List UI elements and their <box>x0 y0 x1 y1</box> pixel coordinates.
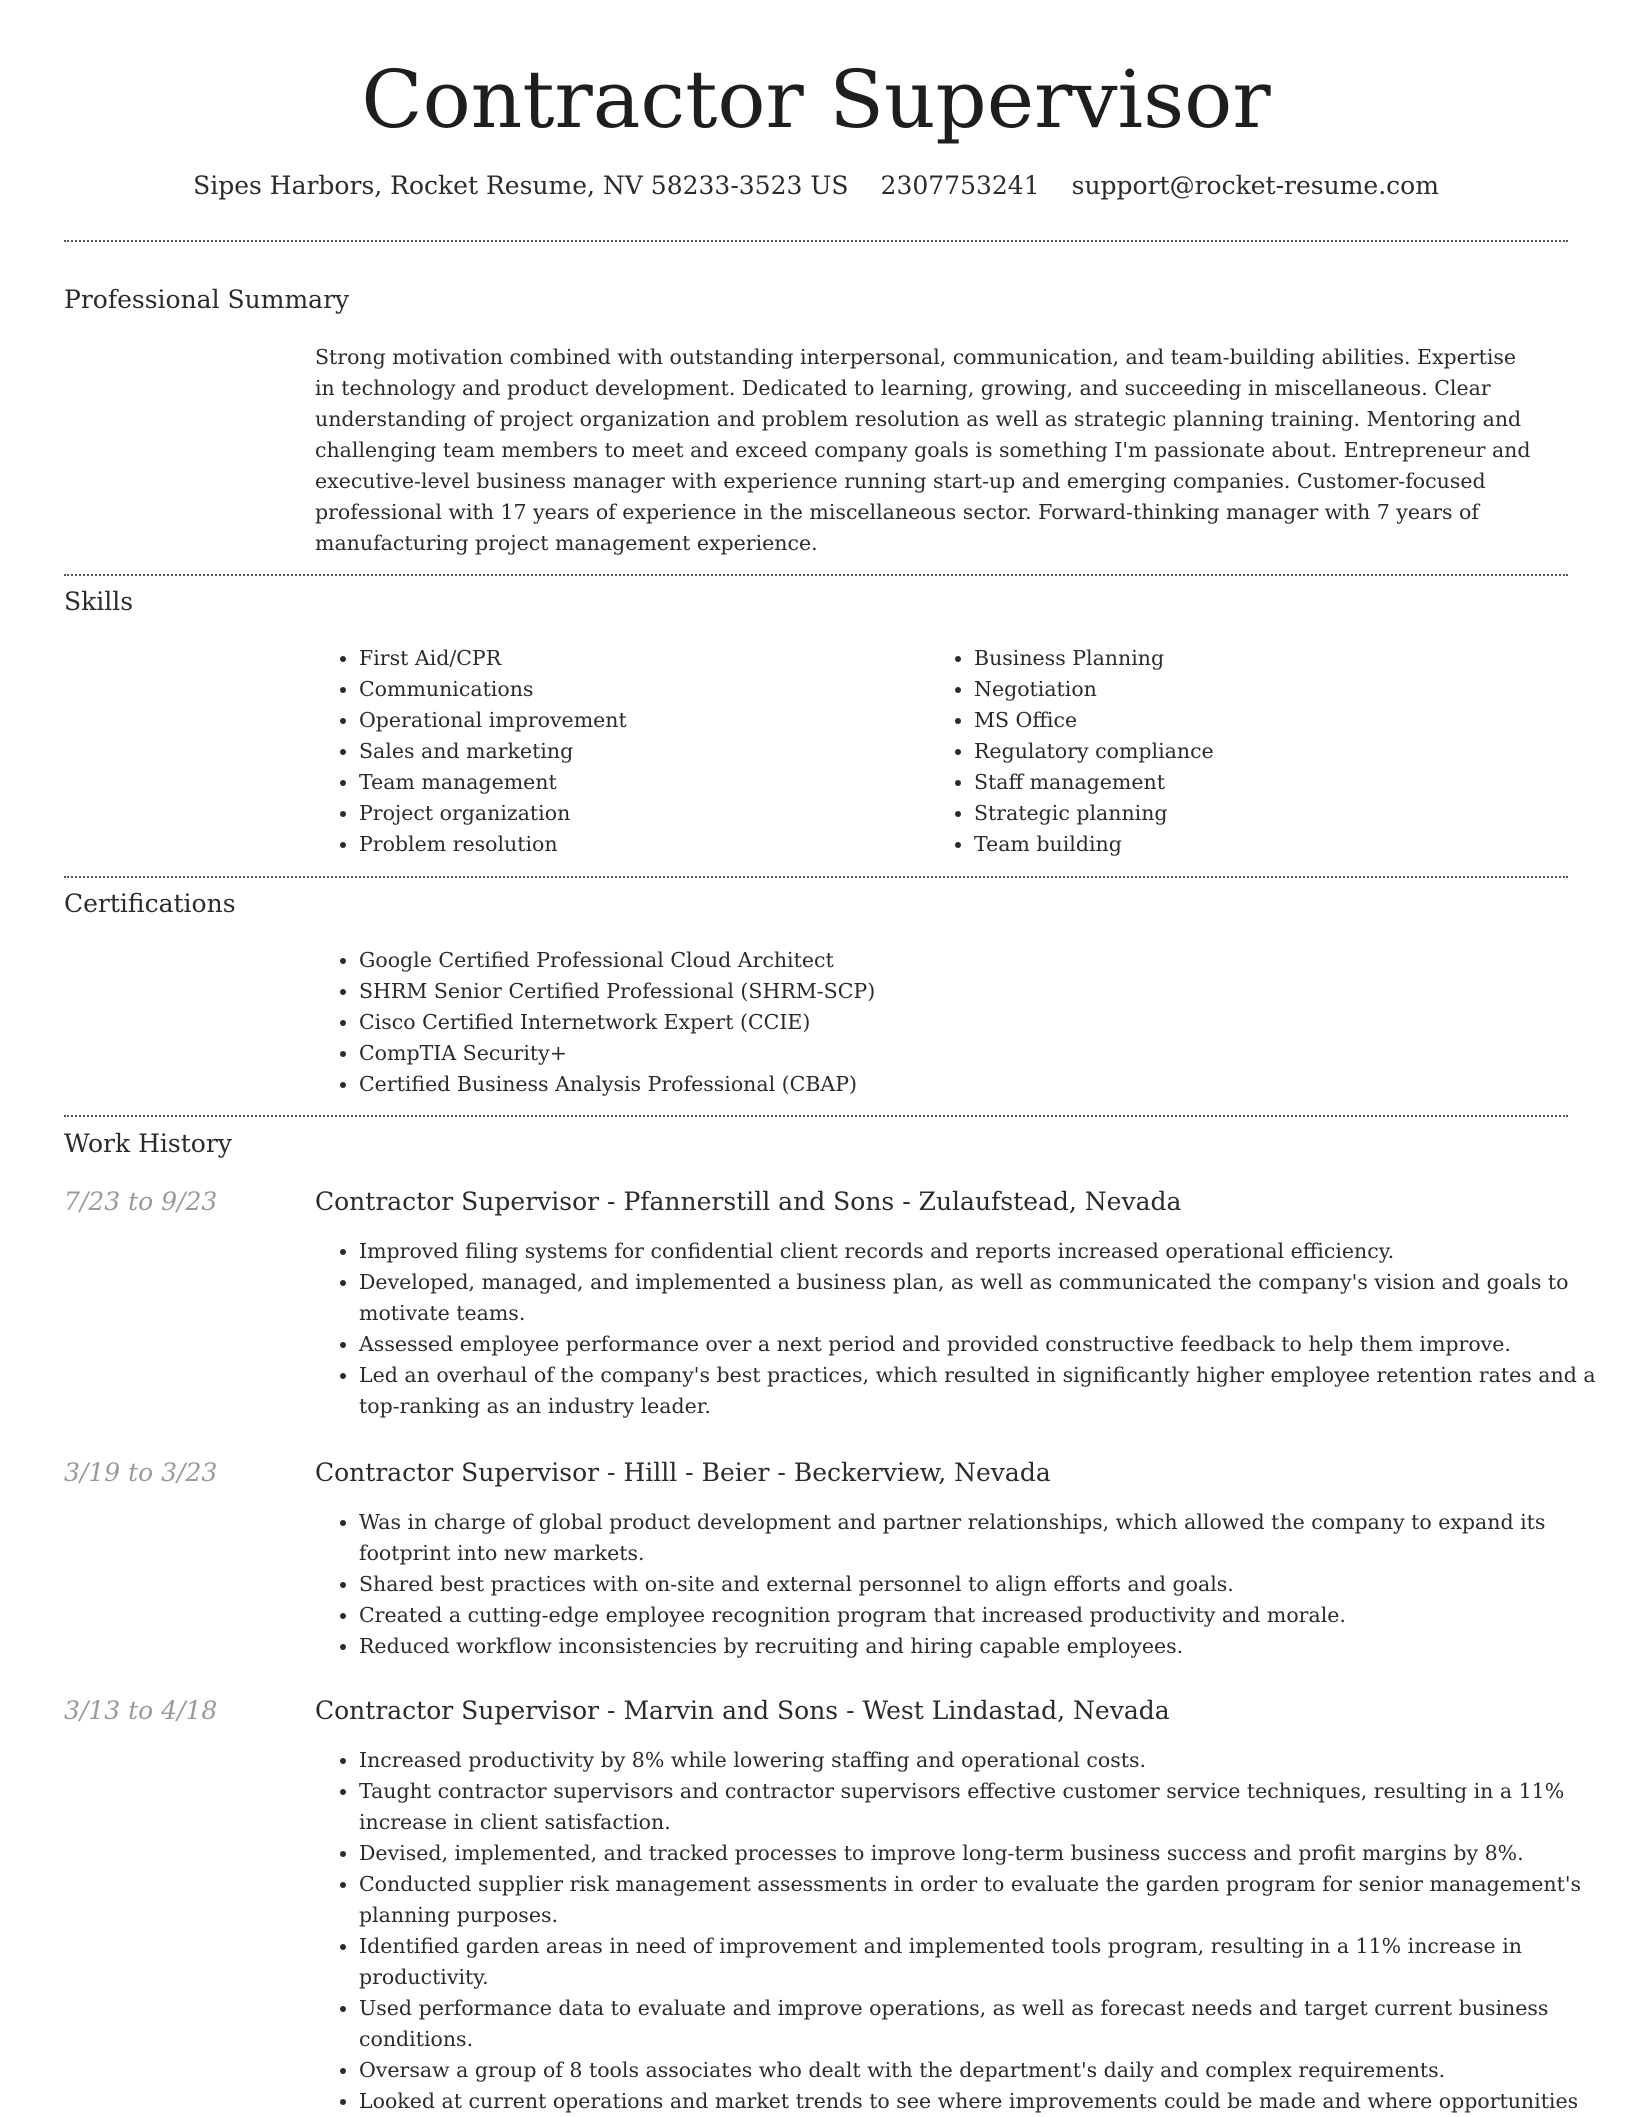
job-bullet: • Developed, managed, and implemented a business plan, as well as communicated the company's vision and goals to motivate teams. <box>359 1267 1609 1329</box>
job-bullet: • Devised, implemented, and tracked processes to improve long-term business success and profit margins by 8%. <box>359 1838 1609 1869</box>
skill-item: • Strategic planning <box>974 798 1214 829</box>
certification-item: • Certified Business Analysis Professional (CBAP) <box>359 1069 875 1100</box>
skill-item: • Regulatory compliance <box>974 736 1214 767</box>
certifications-list <box>315 945 875 1100</box>
job-bullet: • Oversaw a group of 8 tools associates who dealt with the department's daily and complex requirements. <box>359 2055 1609 2086</box>
skill-item: • Negotiation <box>974 674 1214 705</box>
contact-email: support@rocket-resume.com <box>1071 171 1439 200</box>
section-divider <box>64 876 1568 878</box>
skill-item: • MS Office <box>974 705 1214 736</box>
skill-item: • Project organization <box>359 798 627 829</box>
job-bullet: • Was in charge of global product development and partner relationships, which allowed the company to expand its footprint into new markets. <box>359 1507 1609 1569</box>
skill-item: • Business Planning <box>974 643 1214 674</box>
certification-item: • SHRM Senior Certified Professional (SHRM-SCP) <box>359 976 875 1007</box>
certifications-heading: Certifications <box>64 889 236 918</box>
skill-item: • Communications <box>359 674 627 705</box>
job-bullet: • Led an overhaul of the company's best practices, which resulted in significantly higher employee retention rates and a top-ranking as an industry leader. <box>359 1360 1609 1422</box>
job-bullet: • Reduced workflow inconsistencies by recruiting and hiring capable employees. <box>359 1631 1609 1662</box>
summary-heading: Professional Summary <box>64 285 350 314</box>
certification-item: • CompTIA Security+ <box>359 1038 875 1069</box>
work-history-heading: Work History <box>64 1129 232 1158</box>
summary-text: Strong motivation combined with outstanding interpersonal, communication, and team-building abilities. Expertise in technology and product development. Dedicated to learning, growing, and succeeding in miscellaneous. Clear understanding of project organization and problem resolution as well as strategic planning training. Mentoring and challenging team members to meet and exceed company goals is something I'm passionate about. Entrepreneur and executive-level business manager with experience running start-up and emerging companies. Customer-focused professional with 17 years of experience in the miscellaneous sector. Forward-thinking manager with 7 years of manufacturing project management experience. <box>315 345 1531 555</box>
job-bullet: • Looked at current operations and market trends to see where improvements could be made and where opportunities <box>359 2086 1609 2117</box>
job-bullet: • Taught contractor supervisors and contractor supervisors effective customer service techniques, resulting in a 11% increase in client satisfaction. <box>359 1776 1609 1838</box>
contact-phone: 2307753241 <box>880 171 1040 200</box>
skill-item: • Sales and marketing <box>359 736 627 767</box>
skill-item: • Team management <box>359 767 627 798</box>
skills-list-right <box>930 643 1214 860</box>
skills-heading: Skills <box>64 587 134 616</box>
job-bullet: • Identified garden areas in need of improvement and implemented tools program, resulting in a 11% increase in productivity. <box>359 1931 1609 1993</box>
job-dates: 3/19 to 3/23 <box>64 1458 218 1487</box>
skill-item: • First Aid/CPR <box>359 643 627 674</box>
contact-address: Sipes Harbors, Rocket Resume, NV 58233-3523 US <box>193 171 849 200</box>
section-divider <box>64 240 1568 242</box>
contact-line <box>64 170 1568 202</box>
certification-item: • Google Certified Professional Cloud Architect <box>359 945 875 976</box>
section-divider <box>64 1115 1568 1117</box>
job-bullets <box>315 1236 1609 1422</box>
job-bullet: • Improved filing systems for confidential client records and reports increased operational efficiency. <box>359 1236 1609 1267</box>
skill-item: • Operational improvement <box>359 705 627 736</box>
job-title: Contractor Supervisor - Pfannerstill and Sons - Zulaufstead, Nevada <box>315 1187 1182 1216</box>
job-dates: 7/23 to 9/23 <box>64 1187 218 1216</box>
skills-list-left <box>315 643 627 860</box>
job-bullet: • Assessed employee performance over a next period and provided constructive feedback to help them improve. <box>359 1329 1609 1360</box>
candidate-name: Contractor Supervisor <box>361 53 1271 146</box>
job-bullet: • Increased productivity by 8% while lowering staffing and operational costs. <box>359 1745 1609 1776</box>
job-bullet: • Used performance data to evaluate and improve operations, as well as forecast needs and target current business conditions. <box>359 1993 1609 2055</box>
job-bullet: • Conducted supplier risk management assessments in order to evaluate the garden program for senior management's planning purposes. <box>359 1869 1609 1931</box>
job-bullets <box>315 1507 1609 1662</box>
skill-item: • Team building <box>974 829 1214 860</box>
job-bullet: • Shared best practices with on-site and external personnel to align efforts and goals. <box>359 1569 1609 1600</box>
job-bullets <box>315 1745 1609 2117</box>
job-dates: 3/13 to 4/18 <box>64 1696 218 1725</box>
job-title: Contractor Supervisor - Hilll - Beier - Beckerview, Nevada <box>315 1458 1051 1487</box>
job-bullet: • Created a cutting-edge employee recognition program that increased productivity and morale. <box>359 1600 1609 1631</box>
skill-item: • Problem resolution <box>359 829 627 860</box>
section-divider <box>64 574 1568 576</box>
job-title: Contractor Supervisor - Marvin and Sons - West Lindastad, Nevada <box>315 1696 1170 1725</box>
certification-item: • Cisco Certified Internetwork Expert (CCIE) <box>359 1007 875 1038</box>
skill-item: • Staff management <box>974 767 1214 798</box>
